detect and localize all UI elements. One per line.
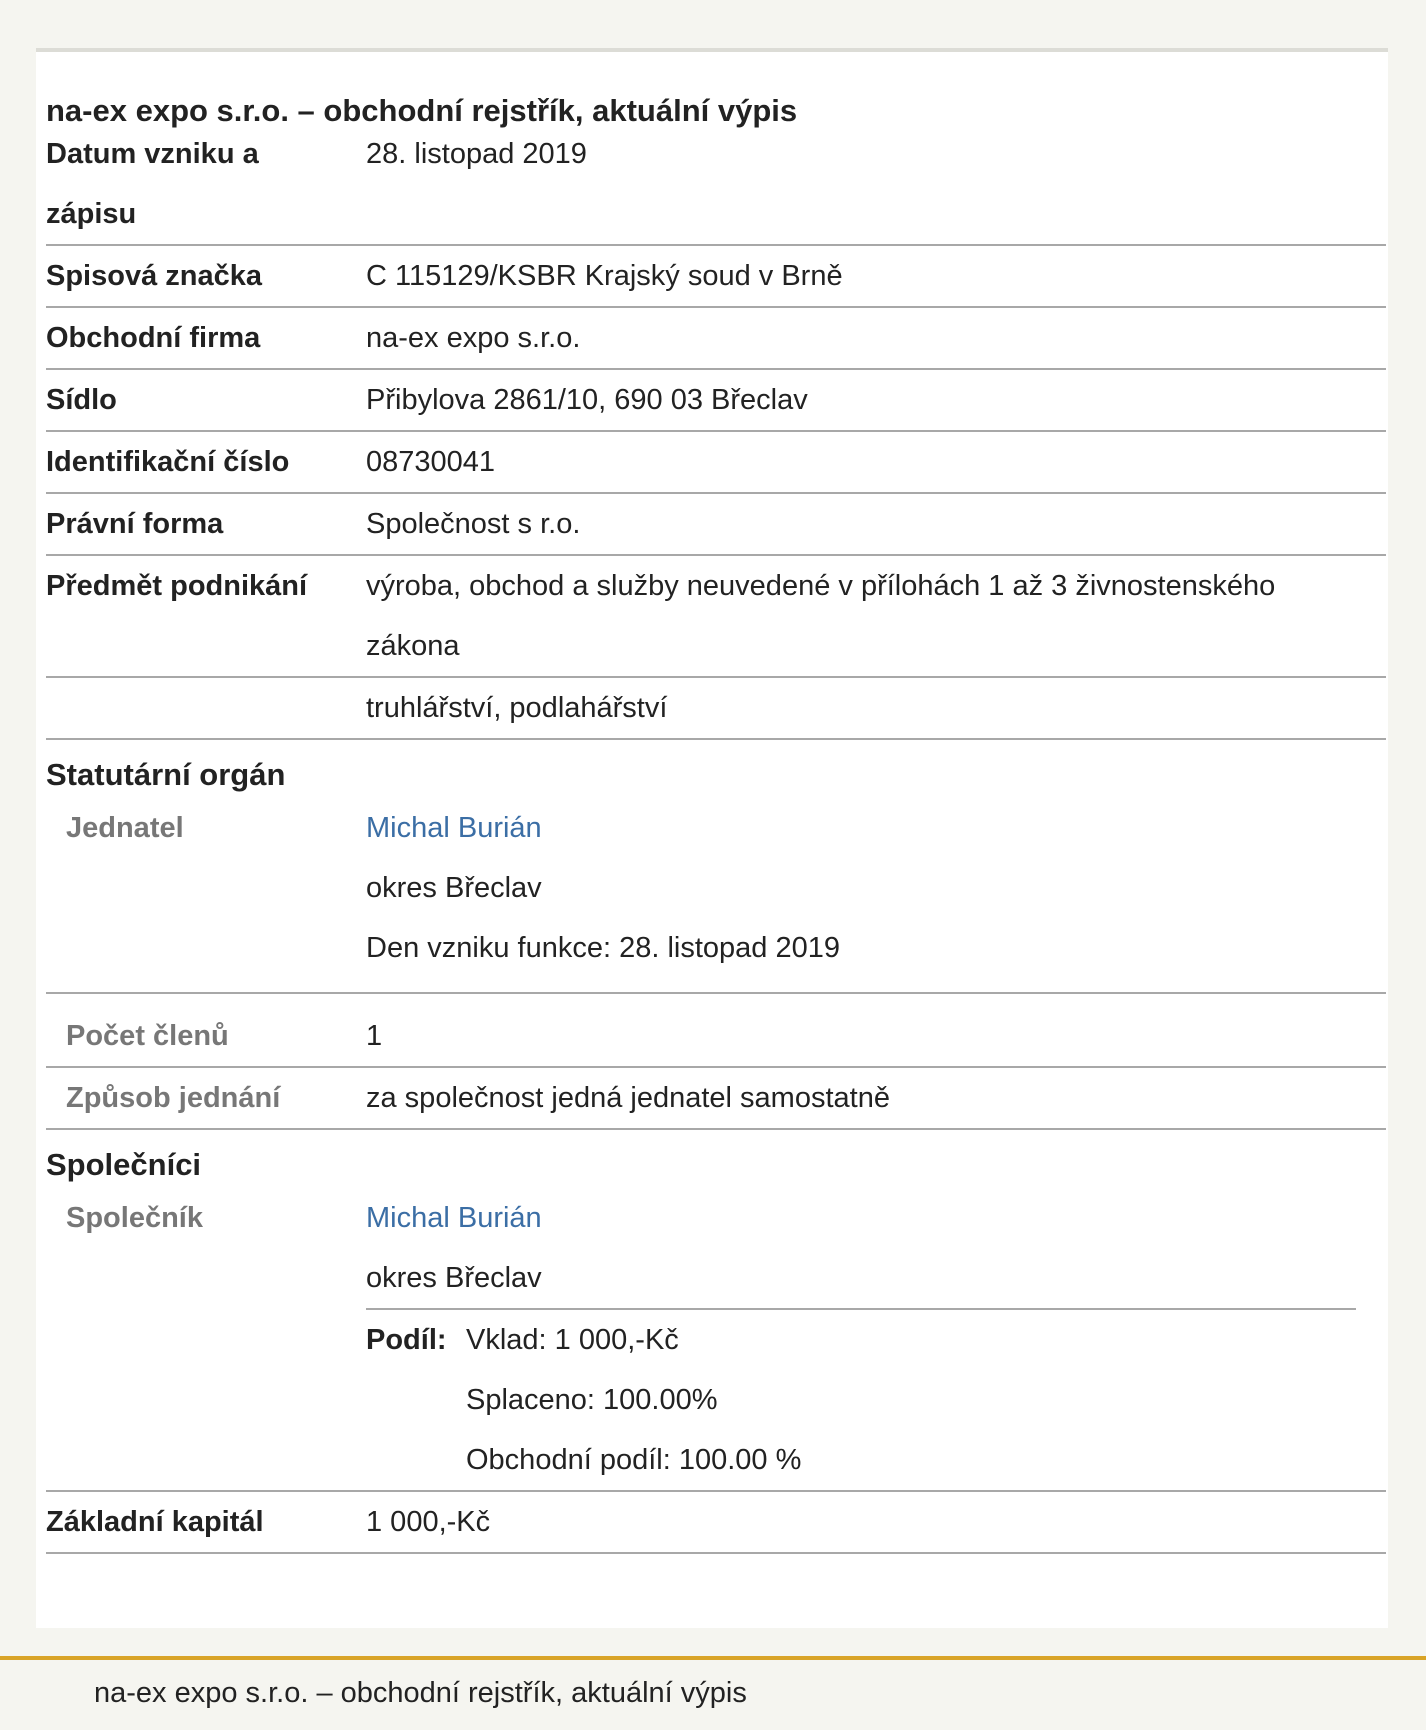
info-row-label-line: Identifikační číslo	[46, 446, 290, 478]
info-row-value	[366, 556, 1386, 676]
partner-label: Společník	[66, 1202, 203, 1234]
share-values	[466, 1310, 1356, 1490]
statutory-heading: Statutární orgán	[46, 757, 286, 792]
share-paid: Splaceno: 100.00%	[466, 1384, 718, 1416]
info-row-value	[366, 678, 1386, 738]
share-block	[366, 1308, 1356, 1490]
jednatel-name-link[interactable]: Michal Burián	[366, 812, 542, 844]
footer	[0, 1656, 1426, 1730]
info-row-label-line: zápisu	[46, 198, 137, 230]
info-row-value-line: C 115129/KSBR Krajský soud v Brně	[366, 260, 843, 292]
info-row-value	[366, 432, 1386, 492]
info-row-label	[46, 432, 366, 492]
partner-row	[46, 1188, 1386, 1492]
info-row-value-line: 08730041	[366, 446, 496, 478]
capital-value: 1 000,-Kč	[366, 1506, 491, 1538]
jednatel-row	[46, 798, 1386, 994]
share-deposit: Vklad: 1 000,-Kč	[466, 1324, 679, 1356]
page-title: na-ex expo s.r.o. – obchodní rejstřík, aktuální výpis	[46, 93, 798, 128]
info-row-value-line: Přibylova 2861/10, 690 03 Břeclav	[366, 384, 808, 416]
partner-name-link[interactable]: Michal Burián	[366, 1202, 542, 1234]
info-row-value-line: na-ex expo s.r.o.	[366, 322, 581, 354]
info-row	[46, 678, 1386, 740]
info-row-label-line: Spisová značka	[46, 260, 262, 292]
info-row-label-line: Obchodní firma	[46, 322, 261, 354]
info-row	[46, 432, 1386, 494]
info-row-value-line: truhlářství, podlahářství	[366, 692, 668, 724]
info-row-value	[366, 124, 1386, 244]
manner-row	[46, 1068, 1386, 1130]
info-row	[46, 370, 1386, 432]
footer-text: na-ex expo s.r.o. – obchodní rejstřík, aktuální výpis	[94, 1677, 747, 1709]
info-row	[46, 246, 1386, 308]
register-extract-card	[36, 48, 1388, 1628]
capital-row	[46, 1492, 1386, 1554]
register-extract	[46, 52, 1386, 1554]
info-row	[46, 124, 1386, 246]
members-row	[46, 994, 1386, 1068]
jednatel-since: Den vzniku funkce: 28. listopad 2019	[366, 932, 840, 964]
share-label: Podíl:	[366, 1324, 447, 1356]
info-row-value-line: zákona	[366, 630, 460, 662]
info-row-label-line: Předmět podnikání	[46, 570, 308, 602]
share-ownership: Obchodní podíl: 100.00 %	[466, 1444, 802, 1476]
info-row	[46, 556, 1386, 678]
info-row-label	[46, 246, 366, 306]
partners-heading: Společníci	[46, 1147, 202, 1182]
jednatel-label: Jednatel	[66, 812, 184, 844]
members-label: Počet členů	[66, 1020, 229, 1052]
info-row-label	[46, 556, 366, 676]
members-value: 1	[366, 1020, 383, 1052]
info-row-label	[46, 308, 366, 368]
basic-info-table	[46, 124, 1386, 740]
partner-value	[366, 1188, 1386, 1490]
info-row-value-line: Společnost s r.o.	[366, 508, 581, 540]
info-row-label	[46, 678, 366, 738]
info-row-label-line: Právní forma	[46, 508, 224, 540]
jednatel-district: okres Břeclav	[366, 872, 542, 904]
info-row	[46, 308, 1386, 370]
info-row-value-line: výroba, obchod a služby neuvedené v přílohách 1 až 3 živnostenského	[366, 570, 1276, 602]
jednatel-value	[366, 798, 1386, 992]
partner-district: okres Břeclav	[366, 1262, 542, 1294]
info-row-label	[46, 494, 366, 554]
info-row-label-line: Sídlo	[46, 384, 117, 416]
info-row-label	[46, 370, 366, 430]
manner-label: Způsob jednání	[66, 1082, 281, 1114]
info-row-value	[366, 246, 1386, 306]
info-row-value-line: 28. listopad 2019	[366, 138, 587, 170]
manner-value: za společnost jedná jednatel samostatně	[366, 1082, 890, 1114]
info-row-value	[366, 494, 1386, 554]
info-row-label	[46, 124, 366, 244]
info-row-value	[366, 370, 1386, 430]
info-row-value	[366, 308, 1386, 368]
capital-label: Základní kapitál	[46, 1506, 264, 1538]
info-row-label-line: Datum vzniku a	[46, 138, 259, 170]
info-row	[46, 494, 1386, 556]
